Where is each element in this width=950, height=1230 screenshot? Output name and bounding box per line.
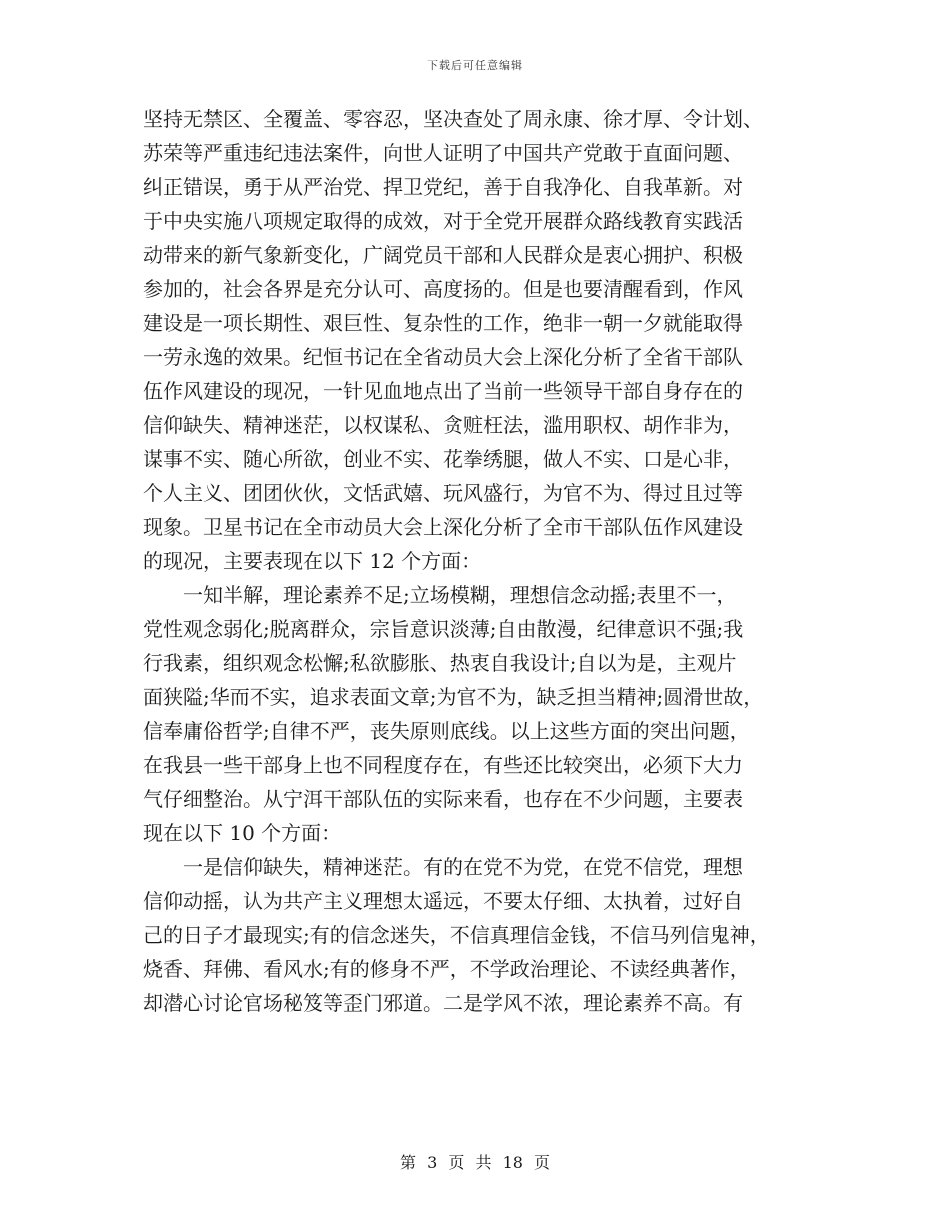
text-line: 建设是一项长期性、艰巨性、复杂性的工作，绝非一朝一夕就能取得 xyxy=(143,311,743,335)
footer-label-ye: 页 xyxy=(448,1153,465,1172)
text-line: 党性观念弱化;脱离群众，宗旨意识淡薄;自由散漫，纪律意识不强;我 xyxy=(143,617,744,641)
paragraph-start-line: 一知半解，理论素养不足;立场模糊，理想信念动摇;表里不一， xyxy=(183,583,737,607)
text-line: 在我县一些干部身上也不同程度存在，有些还比较突出，必须下大力 xyxy=(143,753,743,777)
text-line: 参加的，社会各界是充分认可、高度扬的。但是也要清醒看到，作风 xyxy=(143,277,743,301)
text-line: 谋事不实、随心所欲，创业不实、花拳绣腿，做人不实、口是心非， xyxy=(143,447,743,471)
text-line: 气仔细整治。从宁洱干部队伍的实际来看，也存在不少问题，主要表 xyxy=(143,787,743,811)
text-line: 纠正错误，勇于从严治党、捍卫党纪，善于自我净化、自我革新。对 xyxy=(143,175,743,199)
text-line: 行我素，组织观念松懈;私欲膨胀、热衷自我设计;自以为是，主观片 xyxy=(143,651,737,675)
document-body xyxy=(143,102,823,1020)
footer-label-ye-2: 页 xyxy=(534,1153,551,1172)
text-line: 个人主义、团团伙伙，文恬武嬉、玩风盛行，为官不为、得过且过等 xyxy=(143,481,743,505)
footer-label-gong: 共 xyxy=(475,1153,492,1172)
text-line: 面狭隘;华而不实，追求表面文章;为官不为，缺乏担当精神;圆滑世故， xyxy=(143,685,764,709)
text-line: 伍作风建设的现况，一针见血地点出了当前一些领导干部自身存在的 xyxy=(143,379,743,403)
text-line: 一劳永逸的效果。纪恒书记在全省动员大会上深化分析了全省干部队 xyxy=(143,345,743,369)
text-line: 信仰缺失、精神迷茫，以权谋私、贪赃枉法，滥用职权、胡作非为， xyxy=(143,413,743,437)
text-line: 于中央实施八项规定取得的成效，对于全党开展群众路线教育实践活 xyxy=(143,209,743,233)
text-line: 坚持无禁区、全覆盖、零容忍，坚决查处了周永康、徐才厚、令计划、 xyxy=(143,107,763,131)
text-line: 苏荣等严重违纪违法案件，向世人证明了中国共产党敢于直面问题、 xyxy=(143,141,743,165)
text-line: 的现况，主要表现在以下 12 个方面： xyxy=(143,549,482,573)
text-line: 现在以下 10 个方面： xyxy=(143,821,342,845)
page-header-note: 下载后可任意编辑 xyxy=(427,59,523,72)
text-line: 信奉庸俗哲学;自律不严，丧失原则底线。以上这些方面的突出问题， xyxy=(143,719,750,743)
text-line: 现象。卫星书记在全市动员大会上深化分析了全市干部队伍作风建设 xyxy=(143,515,743,539)
current-page-number: 3 xyxy=(427,1153,438,1172)
text-line: 动带来的新气象新变化，广阔党员干部和人民群众是衷心拥护、积极 xyxy=(143,243,743,267)
footer-label-di: 第 xyxy=(399,1153,416,1172)
text-line: 信仰动摇，认为共产主义理想太遥远，不要太仔细、太执着，过好自 xyxy=(143,889,743,913)
total-pages-number: 18 xyxy=(502,1153,523,1172)
paragraph-start-line: 一是信仰缺失，精神迷茫。有的在党不为党，在党不信党，理想 xyxy=(183,855,743,879)
text-line: 却潜心讨论官场秘笈等歪门邪道。二是学风不浓，理论素养不高。有 xyxy=(143,991,743,1015)
text-line: 己的日子才最现实;有的信念迷失，不信真理信金钱，不信马列信鬼神， xyxy=(143,923,770,947)
text-line: 烧香、拜佛、看风水;有的修身不严，不学政治理论、不读经典著作， xyxy=(143,957,750,981)
page-footer xyxy=(0,1150,950,1173)
